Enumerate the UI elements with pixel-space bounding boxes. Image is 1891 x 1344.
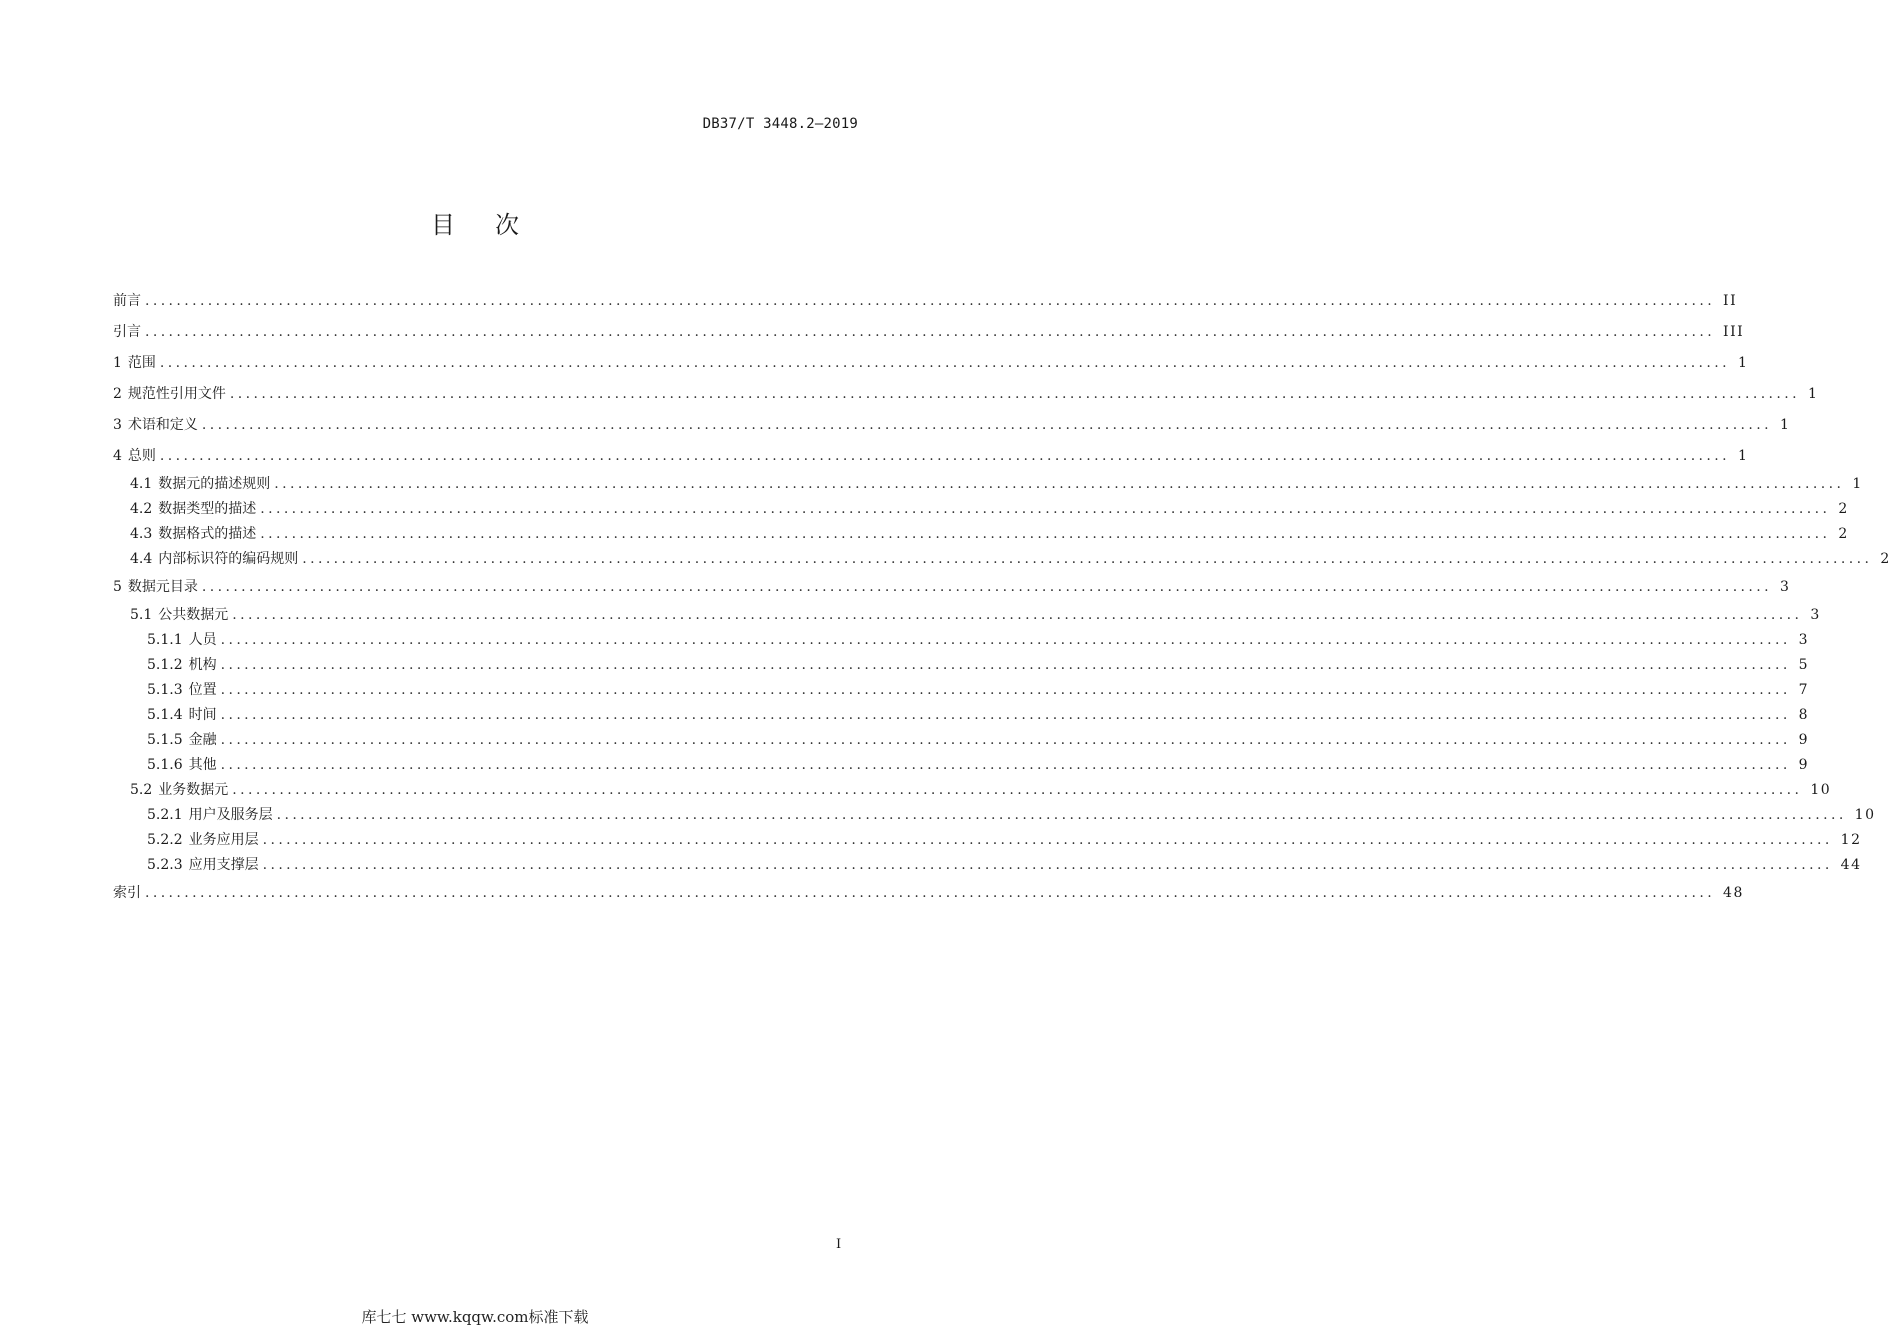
- toc-entry[interactable]: [113, 753, 1810, 778]
- toc-entry-page: 10: [1810, 782, 1832, 798]
- toc-entry-page: 3: [1810, 607, 1821, 623]
- toc-entry[interactable]: [113, 853, 1862, 878]
- toc-entry-label: 范围: [127, 355, 156, 371]
- toc-entry[interactable]: [113, 572, 1791, 603]
- toc-entry-number: 4.4: [130, 551, 153, 567]
- toc-leader-dots: ........................................................................................................................................................................................................: [302, 551, 1873, 567]
- toc-entry-label: 引言: [113, 324, 141, 340]
- toc-entry[interactable]: [113, 803, 1876, 828]
- footer-watermark: 库七七 www.kqqw.com标准下载: [361, 1308, 589, 1326]
- toc-entry-number: 5.1.6: [147, 757, 183, 773]
- toc-entry[interactable]: [113, 317, 1745, 348]
- page-number: I: [836, 1237, 842, 1252]
- toc-entry-label: 用户及服务层: [188, 807, 273, 823]
- toc-leader-dots: ........................................................................................................................................................................................................: [220, 732, 1791, 748]
- toc-leader-dots: ........................................................................................................................................................................................................: [220, 682, 1791, 698]
- toc-entry-page: 12: [1840, 832, 1862, 848]
- toc-entry-page: 1: [1807, 386, 1819, 402]
- toc-entry-label: 公共数据元: [158, 607, 229, 623]
- toc-entry-label: 术语和定义: [127, 417, 198, 433]
- toc-leader-dots: ........................................................................................................................................................................................................: [220, 657, 1791, 673]
- toc-entry-number: 1: [113, 355, 122, 371]
- toc-entry-label: 位置: [188, 682, 217, 698]
- toc-entry-number: 4.2: [130, 501, 153, 517]
- toc-entry-page: 2: [1838, 526, 1849, 542]
- toc-leader-dots: ........................................................................................................................................................................................................: [220, 757, 1791, 773]
- toc-entry-number: 5.1.5: [147, 732, 183, 748]
- toc-entry-number: 5.1: [130, 607, 153, 623]
- toc-entry-page: 3: [1798, 632, 1810, 648]
- toc-entry-number: 5.1.4: [147, 707, 183, 723]
- toc-entry-number: 2: [113, 386, 122, 402]
- table-of-contents: [113, 286, 1891, 909]
- toc-entry-page: 7: [1798, 682, 1810, 698]
- toc-entry-page: 1: [1779, 417, 1791, 433]
- toc-entry[interactable]: [113, 678, 1810, 703]
- toc-entry-page: 48: [1723, 885, 1744, 901]
- toc-leader-dots: ........................................................................................................................................................................................................: [145, 885, 1716, 901]
- toc-entry-label: 业务应用层: [188, 832, 259, 848]
- toc-leader-dots: ........................................................................................................................................................................................................: [260, 526, 1831, 542]
- toc-entry-label: 其他: [188, 757, 217, 773]
- toc-leader-dots: ........................................................................................................................................................................................................: [274, 476, 1845, 492]
- toc-leader-dots: ........................................................................................................................................................................................................: [145, 293, 1716, 309]
- toc-entry-label: 应用支撑层: [188, 857, 259, 873]
- toc-entry-label: 总则: [127, 448, 156, 464]
- standard-code: DB37/T 3448.2—2019: [702, 116, 858, 132]
- toc-entry-page: III: [1723, 324, 1745, 340]
- toc-leader-dots: ........................................................................................................................................................................................................: [159, 448, 1730, 464]
- toc-entry-label: 机构: [188, 657, 217, 673]
- toc-leader-dots: ........................................................................................................................................................................................................: [220, 632, 1791, 648]
- toc-entry[interactable]: [113, 703, 1810, 728]
- toc-entry-number: 5.1.3: [147, 682, 183, 698]
- toc-entry[interactable]: [113, 728, 1810, 753]
- toc-entry[interactable]: [113, 410, 1791, 441]
- toc-entry-number: 5.2.3: [147, 857, 183, 873]
- toc-entry-label: 规范性引用文件: [127, 386, 226, 402]
- toc-leader-dots: ........................................................................................................................................................................................................: [201, 417, 1772, 433]
- toc-entry[interactable]: [113, 828, 1862, 853]
- toc-leader-dots: ........................................................................................................................................................................................................: [262, 857, 1833, 873]
- toc-entry-label: 索引: [113, 885, 141, 901]
- toc-entry[interactable]: [113, 778, 1832, 803]
- toc-entry-page: 5: [1798, 657, 1810, 673]
- toc-leader-dots: ........................................................................................................................................................................................................: [201, 579, 1772, 595]
- toc-entry-number: 5.2: [130, 782, 153, 798]
- toc-entry-label: 数据类型的描述: [158, 501, 257, 517]
- toc-entry-page: 1: [1852, 476, 1863, 492]
- toc-entry[interactable]: [113, 348, 1749, 379]
- toc-entry-page: 10: [1854, 807, 1876, 823]
- toc-leader-dots: ........................................................................................................................................................................................................: [262, 832, 1833, 848]
- toc-leader-dots: ........................................................................................................................................................................................................: [260, 501, 1831, 517]
- toc-entry-number: 5.2.1: [147, 807, 183, 823]
- toc-entry-page: 3: [1779, 579, 1791, 595]
- toc-entry[interactable]: [113, 653, 1810, 678]
- toc-entry-number: 5.1.2: [147, 657, 183, 673]
- toc-entry[interactable]: [113, 878, 1744, 909]
- toc-leader-dots: ........................................................................................................................................................................................................: [229, 386, 1800, 402]
- toc-entry-number: 3: [113, 417, 122, 433]
- toc-entry[interactable]: [113, 441, 1749, 472]
- toc-entry-label: 业务数据元: [158, 782, 229, 798]
- toc-entry-page: 1: [1737, 448, 1749, 464]
- toc-leader-dots: ........................................................................................................................................................................................................: [276, 807, 1847, 823]
- page-title: 目次: [431, 211, 559, 239]
- toc-entry[interactable]: [113, 547, 1891, 572]
- toc-leader-dots: ........................................................................................................................................................................................................: [232, 782, 1803, 798]
- toc-entry[interactable]: [113, 497, 1849, 522]
- toc-entry[interactable]: [113, 603, 1821, 628]
- toc-entry-number: 5.2.2: [147, 832, 183, 848]
- toc-entry-page: 1: [1737, 355, 1749, 371]
- toc-entry-page: 9: [1798, 732, 1810, 748]
- toc-entry-number: 5.1.1: [147, 632, 183, 648]
- toc-entry-number: 4: [113, 448, 122, 464]
- toc-entry-label: 数据格式的描述: [158, 526, 257, 542]
- toc-leader-dots: ........................................................................................................................................................................................................: [220, 707, 1791, 723]
- toc-entry[interactable]: [113, 472, 1863, 497]
- toc-entry[interactable]: [113, 286, 1738, 317]
- toc-entry-page: 8: [1798, 707, 1810, 723]
- toc-entry-label: 金融: [188, 732, 217, 748]
- toc-entry-label: 人员: [188, 632, 217, 648]
- toc-entry-number: 5: [113, 579, 122, 595]
- toc-entry-page: 9: [1798, 757, 1810, 773]
- toc-entry-page: II: [1723, 293, 1738, 309]
- toc-entry-number: 4.3: [130, 526, 153, 542]
- toc-entry[interactable]: [113, 628, 1810, 653]
- toc-leader-dots: ........................................................................................................................................................................................................: [232, 607, 1803, 623]
- toc-entry-number: 4.1: [130, 476, 153, 492]
- toc-entry-page: 2: [1880, 551, 1891, 567]
- toc-entry-page: 2: [1838, 501, 1849, 517]
- toc-entry-label: 数据元的描述规则: [158, 476, 271, 492]
- toc-entry-label: 内部标识符的编码规则: [158, 551, 299, 567]
- toc-leader-dots: ........................................................................................................................................................................................................: [159, 355, 1730, 371]
- toc-entry[interactable]: [113, 379, 1819, 410]
- toc-entry-label: 前言: [113, 293, 141, 309]
- toc-leader-dots: ........................................................................................................................................................................................................: [145, 324, 1716, 340]
- toc-entry[interactable]: [113, 522, 1849, 547]
- toc-entry-label: 数据元目录: [127, 579, 198, 595]
- toc-entry-label: 时间: [188, 707, 217, 723]
- toc-entry-page: 44: [1840, 857, 1862, 873]
